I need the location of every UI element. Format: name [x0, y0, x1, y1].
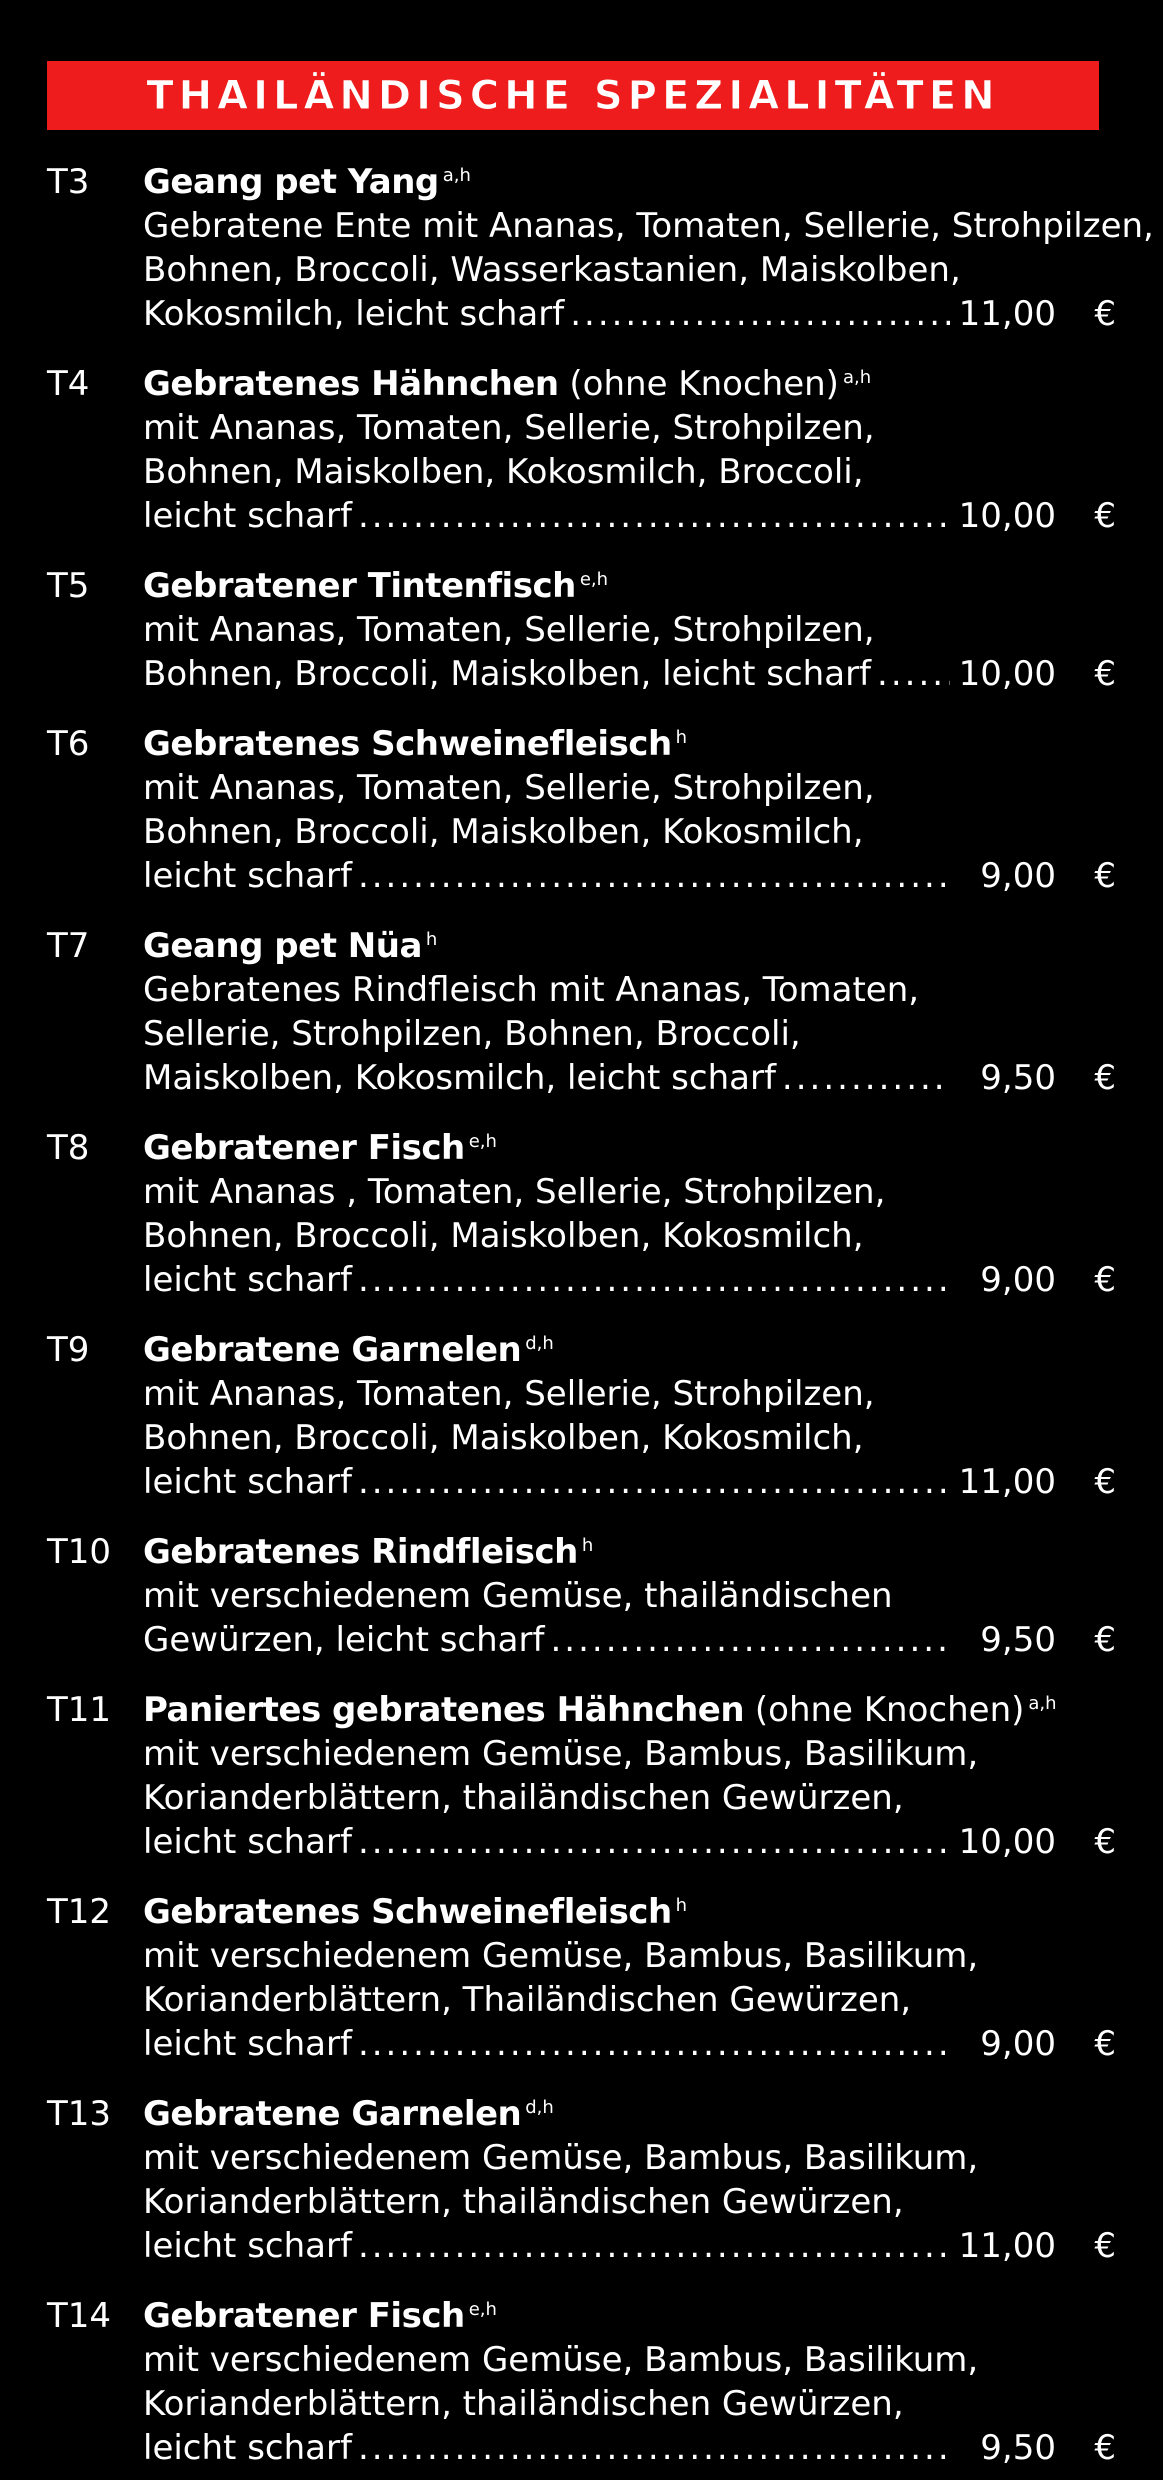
item-price: 9,50	[980, 1058, 1056, 1098]
item-title	[143, 1126, 1116, 1170]
item-price: 9,00	[980, 1260, 1056, 1300]
item-description-last: Maiskolben, Kokosmilch, leicht scharf	[143, 1058, 776, 1098]
item-description-line: mit Ananas, Tomaten, Sellerie, Strohpilzen,	[143, 408, 875, 448]
item-description-line: mit verschiedenem Gemüse, Bambus, Basilikum,	[143, 1936, 979, 1976]
item-title	[143, 1890, 1116, 1934]
currency-symbol: €	[1094, 1058, 1116, 1098]
item-title	[143, 924, 1116, 968]
allergen-codes: a,h	[1028, 1692, 1057, 1714]
item-description-line: mit Ananas, Tomaten, Sellerie, Strohpilzen,	[143, 1374, 875, 1414]
currency-symbol: €	[1094, 1260, 1116, 1300]
dot-leader	[358, 854, 950, 898]
item-body	[143, 362, 1116, 538]
item-code: T6	[47, 724, 90, 764]
item-code: T3	[47, 162, 90, 202]
item-price: 9,00	[980, 2024, 1056, 2064]
item-note: (ohne Knochen)	[569, 364, 839, 404]
price-line	[143, 2022, 1116, 2066]
item-price: 9,50	[980, 1620, 1056, 1660]
item-code: T10	[47, 1532, 112, 1572]
item-code: T14	[47, 2296, 112, 2336]
allergen-codes: d,h	[525, 1332, 554, 1354]
allergen-codes: h	[581, 1534, 594, 1556]
allergen-codes: h	[675, 1894, 688, 1916]
item-code: T13	[47, 2094, 112, 2134]
item-name: Gebratenes Schweinefleisch	[143, 1892, 672, 1932]
item-description-line: mit Ananas, Tomaten, Sellerie, Strohpilzen,	[143, 768, 875, 808]
item-description-last: Bohnen, Broccoli, Maiskolben, leicht scharf	[143, 654, 872, 694]
item-title	[143, 362, 1116, 406]
dot-leader	[570, 292, 950, 336]
item-name: Gebratenes Schweinefleisch	[143, 724, 672, 764]
allergen-codes: a,h	[842, 366, 872, 388]
menu-item	[47, 1890, 1116, 2066]
item-body	[143, 564, 1116, 696]
item-description-last: leicht scharf	[143, 1260, 352, 1300]
allergen-codes: d,h	[525, 2096, 554, 2118]
menu-item	[47, 362, 1116, 538]
item-title	[143, 1688, 1116, 1732]
item-name: Geang pet Nüa	[143, 926, 422, 966]
item-body	[143, 1126, 1116, 1302]
item-code: T8	[47, 1128, 90, 1168]
price-line	[143, 1618, 1116, 1662]
item-description-line: Gebratene Ente mit Ananas, Tomaten, Sellerie, Strohpilzen,	[143, 206, 1154, 246]
item-body	[143, 1328, 1116, 1504]
item-name: Gebratene Garnelen	[143, 2094, 522, 2134]
currency-symbol: €	[1094, 2428, 1116, 2468]
menu-item	[47, 1688, 1116, 1864]
item-price: 11,00	[958, 2226, 1056, 2266]
menu-item	[47, 1328, 1116, 1504]
item-description-line: mit verschiedenem Gemüse, thailändischen	[143, 1576, 893, 1616]
item-body	[143, 1688, 1116, 1864]
item-code: T11	[47, 1690, 112, 1730]
price-line	[143, 652, 1116, 696]
item-description-last: leicht scharf	[143, 2428, 352, 2468]
currency-symbol: €	[1094, 2226, 1116, 2266]
item-price: 11,00	[958, 1462, 1056, 1502]
item-description-line: Bohnen, Maiskolben, Kokosmilch, Broccoli,	[143, 452, 864, 492]
item-name: Gebratenes Hähnchen	[143, 364, 559, 404]
item-price: 10,00	[958, 654, 1056, 694]
item-title	[143, 2294, 1116, 2338]
section-title: THAILÄNDISCHE SPEZIALITÄTEN	[146, 72, 1000, 119]
price-line	[143, 2426, 1116, 2470]
section-header	[47, 61, 1099, 130]
item-code: T5	[47, 566, 90, 606]
allergen-codes: a,h	[442, 164, 471, 186]
currency-symbol: €	[1094, 856, 1116, 896]
item-description-line: mit Ananas , Tomaten, Sellerie, Strohpilzen,	[143, 1172, 886, 1212]
item-body	[143, 2294, 1116, 2470]
item-code: T4	[47, 364, 90, 404]
item-code: T7	[47, 926, 90, 966]
allergen-codes: h	[675, 726, 688, 748]
item-description-line: mit Ananas, Tomaten, Sellerie, Strohpilzen,	[143, 610, 875, 650]
currency-symbol: €	[1094, 1822, 1116, 1862]
item-description-line: mit verschiedenem Gemüse, Bambus, Basilikum,	[143, 1734, 979, 1774]
item-price: 9,00	[980, 856, 1056, 896]
item-title	[143, 564, 1116, 608]
item-title	[143, 1530, 1116, 1574]
item-description-last: leicht scharf	[143, 2226, 352, 2266]
dot-leader	[358, 1460, 950, 1504]
item-description-line: Korianderblättern, Thailändischen Gewürzen,	[143, 1980, 912, 2020]
item-description-line: Bohnen, Broccoli, Wasserkastanien, Maiskolben,	[143, 250, 961, 290]
item-price: 9,50	[980, 2428, 1056, 2468]
item-title	[143, 722, 1116, 766]
item-description-line: Bohnen, Broccoli, Maiskolben, Kokosmilch,	[143, 1216, 864, 1256]
dot-leader	[358, 494, 950, 538]
item-name: Geang pet Yang	[143, 162, 439, 202]
dot-leader	[358, 2426, 950, 2470]
price-line	[143, 494, 1116, 538]
item-title	[143, 1328, 1116, 1372]
item-description-line: Sellerie, Strohpilzen, Bohnen, Broccoli,	[143, 1014, 801, 1054]
price-line	[143, 1258, 1116, 1302]
allergen-codes: h	[425, 928, 438, 950]
dot-leader	[550, 1618, 950, 1662]
currency-symbol: €	[1094, 2024, 1116, 2064]
item-code: T12	[47, 1892, 112, 1932]
dot-leader	[782, 1056, 950, 1100]
price-line	[143, 1820, 1116, 1864]
menu-list	[0, 160, 1163, 2470]
item-name: Gebratenes Rindfleisch	[143, 1532, 578, 1572]
item-body	[143, 1890, 1116, 2066]
item-description-last: leicht scharf	[143, 856, 352, 896]
item-description-last: Kokosmilch, leicht scharf	[143, 294, 565, 334]
item-body	[143, 924, 1116, 1100]
item-description-line: Bohnen, Broccoli, Maiskolben, Kokosmilch,	[143, 1418, 864, 1458]
allergen-codes: e,h	[579, 568, 609, 590]
menu-item	[47, 924, 1116, 1100]
item-name: Gebratener Tintenfisch	[143, 566, 576, 606]
price-line	[143, 2224, 1116, 2268]
item-price: 10,00	[958, 1822, 1056, 1862]
item-body	[143, 2092, 1116, 2268]
currency-symbol: €	[1094, 294, 1116, 334]
item-name: Gebratener Fisch	[143, 2296, 465, 2336]
menu-item	[47, 2092, 1116, 2268]
allergen-codes: e,h	[468, 1130, 497, 1152]
dot-leader	[877, 652, 950, 696]
item-body	[143, 722, 1116, 898]
menu-item	[47, 1530, 1116, 1662]
item-description-last: leicht scharf	[143, 1462, 352, 1502]
currency-symbol: €	[1094, 496, 1116, 536]
item-note: (ohne Knochen)	[754, 1690, 1025, 1730]
item-description-last: leicht scharf	[143, 496, 352, 536]
item-description-last: Gewürzen, leicht scharf	[143, 1620, 545, 1660]
item-price: 11,00	[958, 294, 1056, 334]
currency-symbol: €	[1094, 1462, 1116, 1502]
item-title	[143, 160, 1116, 204]
item-description-line: mit verschiedenem Gemüse, Bambus, Basilikum,	[143, 2138, 979, 2178]
item-description-last: leicht scharf	[143, 2024, 352, 2064]
price-line	[143, 854, 1116, 898]
item-name: Gebratener Fisch	[143, 1128, 465, 1168]
price-line	[143, 1460, 1116, 1504]
item-title	[143, 2092, 1116, 2136]
item-name: Paniertes gebratenes Hähnchen	[143, 1690, 745, 1730]
item-description-line: Korianderblättern, thailändischen Gewürzen,	[143, 1778, 904, 1818]
price-line	[143, 292, 1116, 336]
dot-leader	[358, 2224, 950, 2268]
item-description-line: mit verschiedenem Gemüse, Bambus, Basilikum,	[143, 2340, 979, 2380]
item-description-line: Gebratenes Rindfleisch mit Ananas, Tomaten,	[143, 970, 920, 1010]
item-description-line: Korianderblättern, thailändischen Gewürzen,	[143, 2384, 904, 2424]
item-price: 10,00	[958, 496, 1056, 536]
menu-item	[47, 2294, 1116, 2470]
allergen-codes: e,h	[468, 2298, 497, 2320]
item-description-last: leicht scharf	[143, 1822, 352, 1862]
currency-symbol: €	[1094, 1620, 1116, 1660]
dot-leader	[358, 2022, 950, 2066]
item-code: T9	[47, 1330, 90, 1370]
item-body	[143, 160, 1154, 336]
menu-item	[47, 1126, 1116, 1302]
item-description-line: Bohnen, Broccoli, Maiskolben, Kokosmilch,	[143, 812, 864, 852]
currency-symbol: €	[1094, 654, 1116, 694]
menu-item	[47, 564, 1116, 696]
item-body	[143, 1530, 1116, 1662]
item-description-line: Korianderblättern, thailändischen Gewürzen,	[143, 2182, 904, 2222]
dot-leader	[358, 1258, 950, 1302]
menu-item	[47, 722, 1116, 898]
menu-item	[47, 160, 1154, 336]
dot-leader	[358, 1820, 950, 1864]
price-line	[143, 1056, 1116, 1100]
item-name: Gebratene Garnelen	[143, 1330, 522, 1370]
